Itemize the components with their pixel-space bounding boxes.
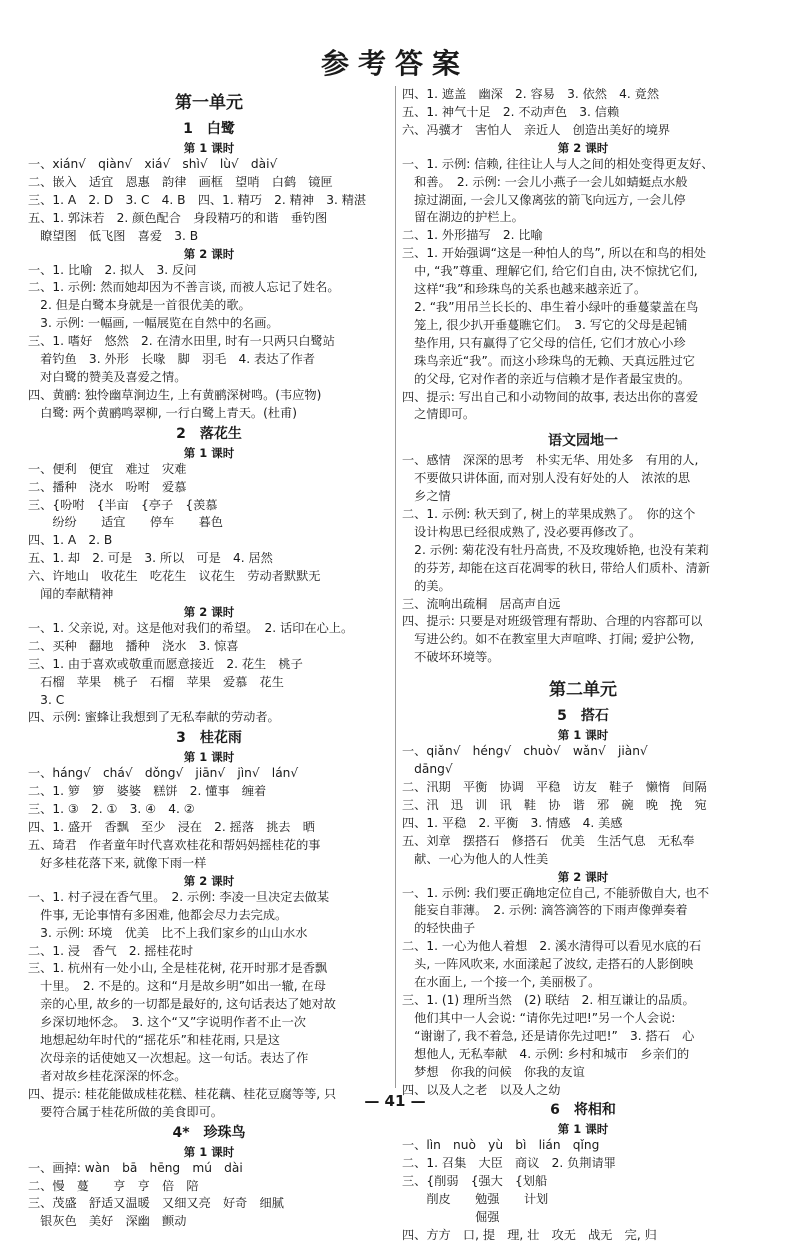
lesson-heading: 4* 珍珠鸟 bbox=[172, 1124, 246, 1141]
answer-line: 笼上, 很少扒开垂蔓瞧它们。 3. 写它的父母是起铺 bbox=[402, 317, 688, 332]
answer-line: 次母亲的话使她又一次想起。这一句话。表达了作 bbox=[28, 1050, 309, 1065]
answer-line: 设计构思已经很成熟了, 没必要再修改了。 bbox=[402, 524, 642, 539]
answer-line: 乡深切地怀念。 3. 这个“又”字说明作者不止一次 bbox=[28, 1015, 306, 1030]
answer-line: 件事, 无论事情有多困难, 他都会尽力去完成。 bbox=[28, 907, 288, 922]
answer-line: 二、1. 浸 香气 2. 摇桂花时 bbox=[28, 943, 194, 958]
page-number: — 41 — bbox=[364, 1092, 426, 1110]
answer-line: 二、1. 外形描写 2. 比喻 bbox=[402, 228, 543, 243]
answer-line: 四、提示: 只要是对班级管理有帮助、合理的内容都可以 bbox=[402, 614, 703, 629]
answer-line: 的美。 bbox=[402, 578, 451, 593]
answer-line: 五、1. 却 2. 可是 3. 所以 可是 4. 居然 bbox=[28, 551, 273, 566]
answer-line: 一、lìn nuò yù bì lián qǐng bbox=[402, 1138, 600, 1153]
answer-line: 二、1. 箩 箩 婆婆 糕饼 2. 懂事 缠着 bbox=[28, 784, 267, 799]
answer-line: 三、1. 杭州有一处小山, 全是桂花树, 花开时那才是香飘 bbox=[28, 961, 328, 976]
answer-line: 头, 一阵风吹来, 水面漾起了波纹, 走搭石的人影倒映 bbox=[402, 957, 694, 972]
answer-line: 四、1. A 2. B bbox=[28, 533, 113, 548]
session-heading: 第 2 课时 bbox=[183, 604, 235, 619]
answer-line: 二、1. 示例: 秋天到了, 树上的苹果成熟了。 你的这个 bbox=[402, 507, 696, 522]
answer-line: 2. “我”用吊兰长长的、串生着小绿叶的垂蔓蒙盖在鸟 bbox=[402, 299, 699, 314]
answer-line: 三、流响出疏桐 居高声自远 bbox=[402, 596, 561, 611]
answer-line: 纷纷 适宜 停车 暮色 bbox=[28, 515, 223, 530]
answer-line: 的轻快曲子 bbox=[402, 921, 476, 936]
answer-line: 三、{削弱 {强大 {划船 bbox=[402, 1174, 548, 1189]
answer-line: 一、háng√ chá√ dǒng√ jiān√ jìn√ lán√ bbox=[28, 766, 299, 781]
session-heading: 第 1 课时 bbox=[183, 1144, 235, 1159]
answer-line: 三、1. 由于喜欢或敬重而愿意接近 2. 花生 桃子 bbox=[28, 656, 303, 671]
answer-line: 这样“我”和珍珠鸟的关系也越来越亲近了。 bbox=[402, 282, 647, 297]
answer-line: 掠过湖面, 一会儿又像离弦的箭飞向远方, 一会儿停 bbox=[402, 192, 686, 207]
answer-line: 四、黄鹂: 独怜幽草涧边生, 上有黄鹂深树鸣。(韦应物) bbox=[28, 387, 322, 402]
answer-line: 不要做只讲体面, 而对别人没有好处的人 浓浓的思 bbox=[402, 471, 691, 486]
answer-line: 三、茂盛 舒适又温暖 又细又亮 好奇 细腻 bbox=[28, 1196, 284, 1211]
answer-line: 地想起幼年时代的“摇花乐”和桂花雨, 只是这 bbox=[28, 1033, 280, 1048]
answer-line: 五、1. 郭沫若 2. 颜色配合 身段精巧的和谐 垂钓图 bbox=[28, 210, 328, 225]
answer-line: 的父母, 它对作者的亲近与信赖才是作者最宝贵的。 bbox=[402, 371, 691, 386]
answer-line: 四、1. 平稳 2. 平衡 3. 情感 4. 美感 bbox=[402, 815, 623, 830]
answer-line: 白鹭: 两个黄鹂鸣翠柳, 一行白鹭上青天。(杜甫) bbox=[28, 405, 297, 420]
session-heading: 第 2 课时 bbox=[557, 140, 609, 155]
answer-line: 着钓鱼 3. 外形 长喙 脚 羽毛 4. 表达了作者 bbox=[28, 352, 315, 367]
answer-line: 和善。 2. 示例: 一会儿小燕子一会儿如蜻蜓点水般 bbox=[402, 174, 688, 189]
answer-line: 三、1. ③ 2. ① 3. ④ 4. ② bbox=[28, 802, 195, 817]
answer-line: 二、汛期 平衡 协调 平稳 访友 鞋子 懒惰 间隔 bbox=[402, 780, 707, 794]
session-heading: 第 1 课时 bbox=[183, 141, 235, 155]
answer-line: 三、汛 迅 训 讯 鞋 协 谐 邪 碗 晚 挽 宛 bbox=[402, 797, 707, 812]
left-column bbox=[28, 86, 390, 1231]
answer-line: 3. 示例: 一幅画, 一幅展览在自然中的名画。 bbox=[28, 316, 279, 331]
session-heading: 第 2 课时 bbox=[183, 246, 235, 261]
answer-line: 中, “我”尊重、理解它们, 给它们自由, 决不惊扰它们, bbox=[402, 264, 698, 279]
answer-line: 者对故乡桂花深深的怀念。 bbox=[28, 1068, 187, 1083]
answer-line: 闻的奉献精神 bbox=[28, 587, 114, 602]
spacer bbox=[402, 667, 764, 673]
answer-line: 之情即可。 bbox=[402, 407, 476, 422]
answer-line: 献、一心为他人的人性美 bbox=[402, 851, 549, 866]
session-heading: 第 2 课时 bbox=[557, 869, 609, 884]
answer-line: 能妄自菲薄。 2. 示例: 滴答滴答的下雨声像弹奏着 bbox=[402, 903, 688, 918]
answer-line: 想他人, 无私奉献 4. 示例: 乡村和城市 乡亲们的 bbox=[402, 1046, 690, 1061]
column-divider bbox=[395, 86, 396, 1088]
answer-line: 十里。 2. 不是的。这和“月是故乡明”如出一辙, 在母 bbox=[28, 979, 326, 994]
answer-line: 削皮 勉强 计划 bbox=[402, 1192, 549, 1207]
lesson-heading: 2 落花生 bbox=[176, 425, 242, 442]
answer-line: 好多桂花落下来, 就像下雨一样 bbox=[28, 855, 207, 870]
answer-line: 三、1. (1) 理所当然 (2) 联结 2. 相互谦让的品质。 bbox=[402, 992, 695, 1007]
answer-line: 写进公约。如不在教室里大声喧哗、打闹; 爱护公物, bbox=[402, 632, 695, 647]
session-heading: 第 1 课时 bbox=[557, 728, 609, 743]
answer-line: 乡之情 bbox=[402, 489, 451, 504]
session-heading: 第 1 课时 bbox=[183, 750, 235, 765]
answer-line: 二、1. 示例: 然而她却因为不善言谈, 而被人忘记了姓名。 bbox=[28, 280, 340, 295]
answer-line: 梦想 你我的问候 你我的友谊 bbox=[402, 1064, 585, 1079]
answer-line: 二、嵌入 适宜 恩惠 韵律 画框 望哨 白鹤 镜匣 bbox=[28, 174, 333, 189]
answer-line: 不破坏环境等。 bbox=[402, 650, 500, 665]
answer-line: 四、提示: 桂花能做成桂花糕、桂花藕、桂花豆腐等等, 只 bbox=[28, 1086, 337, 1101]
lesson-heading: 5 搭石 bbox=[557, 708, 609, 725]
right-column bbox=[402, 86, 764, 1245]
answer-line: 二、买种 翻地 播种 浇水 3. 惊喜 bbox=[28, 638, 239, 653]
answer-line: 二、1. 一心为他人着想 2. 溪水清得可以看见水底的石 bbox=[402, 939, 702, 954]
answer-line: 四、示例: 蜜蜂让我想到了无私奉献的劳动者。 bbox=[28, 710, 280, 725]
answer-line: 银灰色 美好 深幽 颤动 bbox=[28, 1214, 187, 1229]
answer-line: 一、1. 示例: 我们要正确地定位自己, 不能骄傲自大, 也不 bbox=[402, 885, 710, 900]
answer-line: 一、感情 深深的思考 朴实无华、用处多 有用的人, bbox=[402, 453, 699, 468]
answer-line: 一、画掉: wàn bā hēng mú dài bbox=[28, 1160, 243, 1175]
answer-line: 珠鸟亲近“我”。而这小珍珠鸟的无赖、天真远胜过它 bbox=[402, 353, 695, 368]
answer-line: 五、琦君 作者童年时代喜欢桂花和帮妈妈摇桂花的事 bbox=[28, 838, 321, 852]
answer-line: 3. 示例: 环境 优美 比不上我们家乡的山山水水 bbox=[28, 925, 308, 940]
answer-line: 三、1. 嗜好 悠然 2. 在清水田里, 时有一只两只白鹭站 bbox=[28, 334, 335, 349]
answer-line: 五、刘章 摆搭石 修搭石 优美 生活气息 无私奉 bbox=[402, 833, 695, 848]
answer-line: 二、1. 召集 大臣 商议 2. 负荆请罪 bbox=[402, 1156, 616, 1171]
answer-line: 六、许地山 收花生 吃花生 议花生 劳动者默默无 bbox=[28, 569, 321, 584]
lesson-heading: 6 将相和 bbox=[550, 1102, 616, 1119]
answer-line: 要符合属于桂花所做的美食即可。 bbox=[28, 1104, 223, 1119]
session-heading: 第 2 课时 bbox=[183, 873, 235, 888]
answer-line: 的芬芳, 却能在这百花凋零的秋日, 带给人们质朴、清新 bbox=[402, 560, 710, 575]
answer-line: dāng√ bbox=[402, 762, 453, 777]
unit-heading: 第二单元 bbox=[549, 680, 617, 701]
answer-line: 2. 但是白鹭本身就是一首很优美的歌。 bbox=[28, 298, 251, 313]
page-title: 参考答案 bbox=[320, 47, 469, 80]
answer-line: 四、1. 盛开 香飘 至少 浸在 2. 摇落 挑去 晒 bbox=[28, 820, 315, 835]
answer-line: 一、qiǎn√ héng√ chuò√ wǎn√ jiàn√ bbox=[402, 744, 648, 759]
answer-line: 垫作用, 只有赢得了它父母的信任, 它们才放心小珍 bbox=[402, 335, 686, 350]
answer-line: 一、1. 示例: 信赖, 往往让人与人之间的相处变得更友好、 bbox=[402, 156, 714, 171]
answer-line: 倔强 bbox=[402, 1210, 500, 1225]
answer-line: “谢谢了, 我不着急, 还是请你先过吧!” 3. 搭石 心 bbox=[402, 1028, 695, 1043]
lesson-heading: 语文园地一 bbox=[548, 433, 618, 450]
answer-line: 二、播种 浇水 吩咐 爱慕 bbox=[28, 479, 187, 494]
answer-line: 石榴 苹果 桃子 石榴 苹果 爱慕 花生 bbox=[28, 674, 284, 689]
answer-line: 五、1. 神气十足 2. 不动声色 3. 信赖 bbox=[402, 104, 620, 119]
answer-line: 对白鹭的赞美及喜爱之情。 bbox=[28, 369, 187, 384]
answer-line: 六、冯骥才 害怕人 亲近人 创造出美好的境界 bbox=[402, 122, 671, 137]
session-heading: 第 1 课时 bbox=[557, 1122, 609, 1137]
answer-line: 二、慢 蔓 亨 亨 倍 陪 bbox=[28, 1178, 199, 1193]
lesson-heading: 3 桂花雨 bbox=[176, 730, 242, 747]
answer-line: 一、1. 父亲说, 对。这是他对我们的希望。 2. 话印在心上。 bbox=[28, 620, 354, 635]
answer-line: 四、1. 遮盖 幽深 2. 容易 3. 依然 4. 竟然 bbox=[402, 87, 660, 101]
session-heading: 第 1 课时 bbox=[183, 445, 235, 460]
unit-heading: 第一单元 bbox=[175, 93, 243, 113]
spacer bbox=[402, 424, 764, 430]
answer-line: 他们其中一人会说: “请你先过吧!”另一个人会说: bbox=[402, 1010, 676, 1025]
answer-line: 三、{吩咐 {半亩 {亭子 {羡慕 bbox=[28, 497, 218, 512]
answer-line: 亲的心里, 故乡的一切都是最好的, 这句话表达了她对故 bbox=[28, 997, 336, 1012]
answer-line: 一、1. 比喻 2. 拟人 3. 反问 bbox=[28, 262, 197, 277]
answer-line: 3. C bbox=[28, 692, 65, 707]
lesson-heading: 1 白鹭 bbox=[183, 121, 235, 137]
answer-line: 一、xián√ qiàn√ xiá√ shì√ lù√ dài√ bbox=[28, 157, 278, 171]
answer-line: 四、以及人之老 以及人之幼 bbox=[402, 1082, 561, 1097]
answer-line: 三、1. A 2. D 3. C 4. B 四、1. 精巧 2. 精神 3. 精湛 bbox=[28, 192, 367, 207]
answer-line: 瞭望图 低飞图 喜爱 3. B bbox=[28, 228, 199, 243]
answer-line: 一、1. 村子浸在香气里。 2. 示例: 李凌一旦决定去做某 bbox=[28, 889, 330, 904]
answer-line: 三、1. 开始强调“这是一种怕人的鸟”, 所以在和鸟的相处 bbox=[402, 246, 707, 261]
answer-line: 四、提示: 写出自己和小动物间的故事, 表达出你的喜爱 bbox=[402, 389, 699, 404]
answer-line: 留在湖边的护栏上。 bbox=[402, 210, 524, 225]
answer-line: 四、方方 口, 提 理, 壮 攻无 战无 完, 归 bbox=[402, 1227, 657, 1242]
answer-line: 在水面上, 一个接一个, 美丽极了。 bbox=[402, 975, 601, 990]
answer-line: 2. 示例: 菊花没有牡丹高贵, 不及玫瑰娇艳, 也没有茉莉 bbox=[402, 542, 710, 557]
answer-line: 一、便利 便宜 难过 灾难 bbox=[28, 461, 187, 476]
